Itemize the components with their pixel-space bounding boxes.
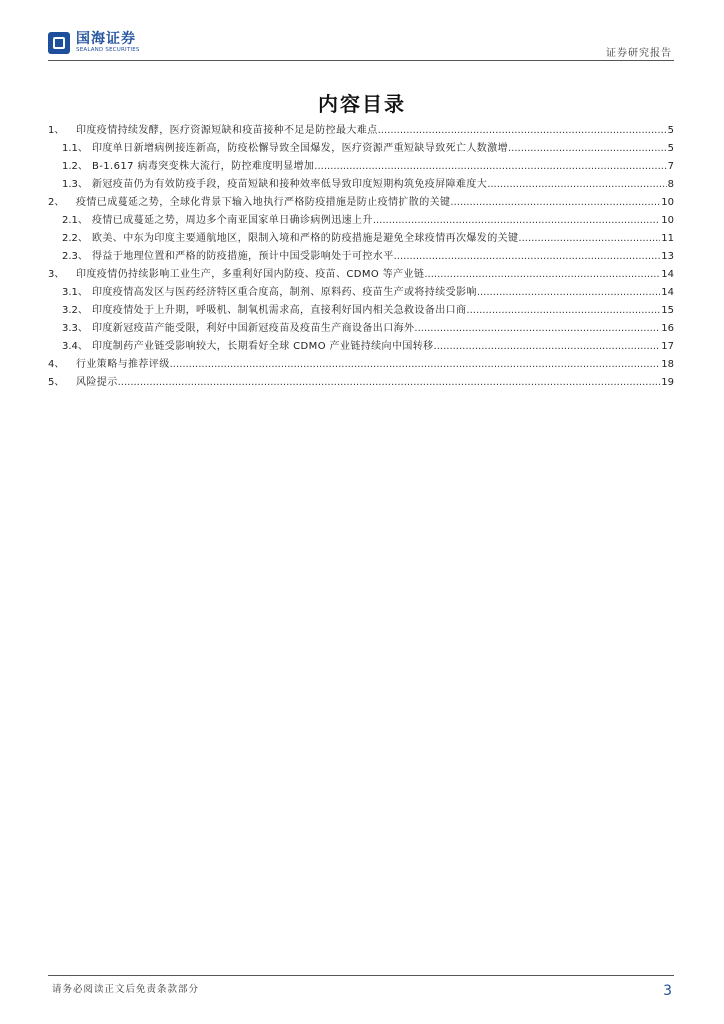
toc-entry-page: 16	[661, 323, 674, 334]
toc-entry-number: 3.3、	[62, 323, 88, 334]
toc-entry-number: 3.4、	[62, 341, 88, 352]
toc-entry-page: 8	[667, 179, 674, 190]
toc-entry[interactable]	[48, 355, 674, 373]
toc-leader-dots	[487, 179, 666, 190]
toc-entry-title: 新冠疫苗仍为有效防疫手段，疫苗短缺和接种效率低导致印度短期构筑免疫屏障难度大	[92, 179, 488, 190]
toc-entry[interactable]	[48, 175, 674, 193]
toc-entry[interactable]	[48, 121, 674, 139]
toc-entry-page: 13	[661, 251, 674, 262]
page-title: 内容目录	[318, 92, 406, 116]
toc-entry-title: 印度疫情处于上升期，呼吸机、制氧机需求高，直接利好国内相关急救设备出口商	[92, 305, 467, 316]
toc-entry-title: 得益于地理位置和严格的防疫措施，预计中国受影响处于可控水平	[92, 251, 394, 262]
header-divider	[48, 60, 674, 61]
toc-leader-dots	[394, 251, 661, 262]
toc-entry-title: 印度新冠疫苗产能受限，利好中国新冠疫苗及疫苗生产商设备出口海外	[92, 323, 415, 334]
table-of-contents	[48, 121, 674, 391]
toc-entry-page: 15	[661, 305, 674, 316]
toc-entry-number: 1.1、	[62, 143, 88, 154]
toc-entry[interactable]	[48, 247, 674, 265]
footer-divider	[48, 975, 674, 976]
toc-entry-number: 3.1、	[62, 287, 88, 298]
toc-leader-dots	[434, 341, 661, 352]
logo-name-en: SEALAND SECURITIES	[76, 47, 140, 54]
toc-entry-page: 19	[661, 377, 674, 388]
toc-entry-title: 疫情已成蔓延之势，周边多个南亚国家单日确诊病例迅速上升	[92, 215, 373, 226]
toc-entry-title: B-1.617 病毒突变株大流行，防控难度明显增加	[92, 161, 315, 172]
toc-leader-dots	[477, 287, 660, 298]
toc-entry[interactable]	[48, 211, 674, 229]
toc-entry-number: 5、	[48, 377, 65, 388]
toc-entry-number: 2.2、	[62, 233, 88, 244]
toc-entry-page: 11	[661, 233, 674, 244]
logo-name-cn: 国海证券	[76, 31, 136, 48]
page-number: 3	[663, 983, 672, 999]
disclaimer-note: 请务必阅读正文后免责条款部分	[52, 984, 200, 995]
company-logo	[48, 32, 140, 54]
toc-leader-dots	[414, 323, 660, 334]
toc-entry-title: 印度制药产业链受影响较大，长期看好全球 CDMO 产业链持续向中国转移	[92, 341, 434, 352]
toc-entry[interactable]	[48, 139, 674, 157]
toc-entry[interactable]	[48, 265, 674, 283]
toc-leader-dots	[118, 377, 661, 388]
toc-entry-title: 印度疫情高发区与医药经济特区重合度高，制剂、原料药、疫苗生产或将持续受影响	[92, 287, 477, 298]
toc-entry-number: 1、	[48, 125, 65, 136]
toc-entry[interactable]	[48, 373, 674, 391]
toc-entry[interactable]	[48, 229, 674, 247]
toc-entry-page: 14	[661, 287, 674, 298]
toc-leader-dots	[508, 143, 667, 154]
toc-entry-number: 2.3、	[62, 251, 88, 262]
toc-entry[interactable]	[48, 337, 674, 355]
page-header	[48, 28, 674, 58]
toc-entry-page: 5	[667, 143, 674, 154]
toc-entry-page: 10	[661, 197, 674, 208]
toc-leader-dots	[373, 215, 660, 226]
toc-leader-dots	[170, 359, 661, 370]
toc-entry-number: 3.2、	[62, 305, 88, 316]
toc-entry-page: 5	[667, 125, 674, 136]
sealand-logo-icon	[48, 32, 70, 54]
toc-entry[interactable]	[48, 283, 674, 301]
toc-entry-title: 风险提示	[76, 377, 118, 388]
toc-leader-dots	[450, 197, 660, 208]
toc-entry-title: 印度疫情仍持续影响工业生产，多重利好国内防疫、疫苗、CDMO 等产业链	[76, 269, 425, 280]
toc-entry-number: 4、	[48, 359, 65, 370]
toc-entry[interactable]	[48, 319, 674, 337]
toc-entry-page: 17	[661, 341, 674, 352]
toc-entry-page: 18	[661, 359, 674, 370]
toc-leader-dots	[424, 269, 660, 280]
toc-leader-dots	[466, 305, 660, 316]
report-type-label: 证券研究报告	[606, 48, 672, 59]
toc-entry-title: 行业策略与推荐评级	[76, 359, 170, 370]
toc-entry-page: 10	[661, 215, 674, 226]
toc-entry-title: 印度疫情持续发酵，医疗资源短缺和疫苗接种不足是防控最大难点	[76, 125, 378, 136]
toc-entry-number: 1.3、	[62, 179, 88, 190]
toc-entry[interactable]	[48, 301, 674, 319]
toc-entry[interactable]	[48, 193, 674, 211]
toc-leader-dots	[518, 233, 660, 244]
toc-entry-number: 2.1、	[62, 215, 88, 226]
toc-leader-dots	[378, 125, 667, 136]
toc-entry-number: 2、	[48, 197, 65, 208]
toc-entry-title: 疫情已成蔓延之势，全球化背景下输入地执行严格防疫措施是防止疫情扩散的关键	[76, 197, 451, 208]
toc-entry-number: 1.2、	[62, 161, 88, 172]
toc-entry-title: 欧美、中东为印度主要通航地区，限制入境和严格的防疫措施是避免全球疫情再次爆发的关键	[92, 233, 519, 244]
toc-entry-number: 3、	[48, 269, 65, 280]
toc-entry-page: 14	[661, 269, 674, 280]
toc-leader-dots	[314, 161, 666, 172]
toc-entry[interactable]	[48, 157, 674, 175]
toc-entry-page: 7	[667, 161, 674, 172]
toc-entry-title: 印度单日新增病例接连新高，防疫松懈导致全国爆发，医疗资源严重短缺导致死亡人数激增	[92, 143, 508, 154]
